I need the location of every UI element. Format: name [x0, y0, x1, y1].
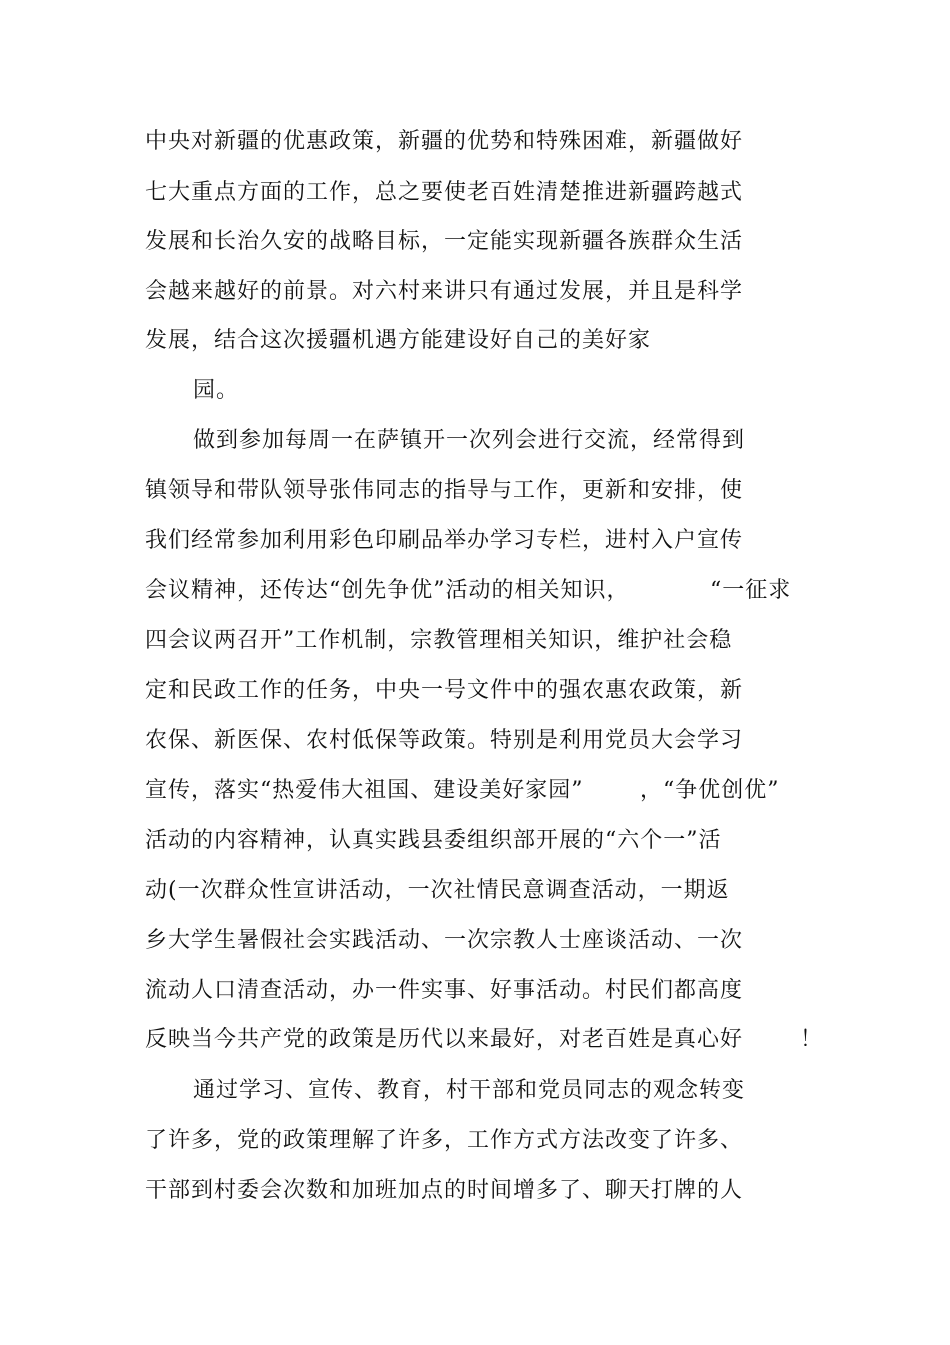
text-line-tail: ，“争优创优”	[640, 778, 780, 803]
text-line: 镇领导和带队领导张伟同志的指导与工作，更新和安排，使	[145, 478, 744, 503]
text-line: 流动人口清查活动，办一件实事、好事活动。村民们都高度	[145, 978, 744, 1003]
text-line: 宣传，落实“热爱伟大祖国、建设美好家园”	[145, 778, 584, 803]
text-line: 园。	[193, 378, 240, 403]
text-line: 发展，结合这次援疆机遇方能建设好自己的美好家	[145, 328, 652, 353]
text-line: 活动的内容精神，认真实践县委组织部开展的“六个一”活	[145, 828, 722, 853]
text-line: 干部到村委会次数和加班加点的时间增多了、聊天打牌的人	[145, 1178, 744, 1203]
text-line: 中央对新疆的优惠政策，新疆的优势和特殊困难，新疆做好	[145, 129, 744, 154]
text-line: 农保、新医保、农村低保等政策。特别是利用党员大会学习	[145, 728, 744, 753]
text-line: 了许多，党的政策理解了许多，工作方式方法改变了许多、	[145, 1128, 744, 1153]
text-line: 定和民政工作的任务，中央一号文件中的强农惠农政策，新	[145, 678, 744, 703]
paragraph-start: 通过学习、宣传、教育，村干部和党员同志的观念转变	[193, 1078, 746, 1103]
text-line-tail: “一征求	[710, 578, 792, 603]
paragraph-start: 做到参加每周一在萨镇开一次列会进行交流，经常得到	[193, 428, 746, 453]
text-line: 发展和长治久安的战略目标，一定能实现新疆各族群众生活	[145, 229, 744, 254]
text-line: 乡大学生暑假社会实践活动、一次宗教人士座谈活动、一次	[145, 928, 744, 953]
text-line: 七大重点方面的工作，总之要使老百姓清楚推进新疆跨越式	[145, 180, 744, 205]
text-line-tail: ！	[800, 1027, 824, 1052]
text-line: 四会议两召开”工作机制，宗教管理相关知识，维护社会稳	[145, 628, 733, 653]
text-line: 我们经常参加利用彩色印刷品举办学习专栏，进村入户宣传	[145, 528, 744, 553]
text-line: 反映当今共产党的政策是历代以来最好，对老百姓是真心好	[145, 1027, 744, 1052]
text-line: 会议精神，还传达“创先争优”活动的相关知识，	[145, 578, 630, 603]
text-line: 会越来越好的前景。对六村来讲只有通过发展，并且是科学	[145, 279, 744, 304]
text-line: 动(一次群众性宣讲活动，一次社情民意调查活动，一期返	[145, 878, 730, 903]
